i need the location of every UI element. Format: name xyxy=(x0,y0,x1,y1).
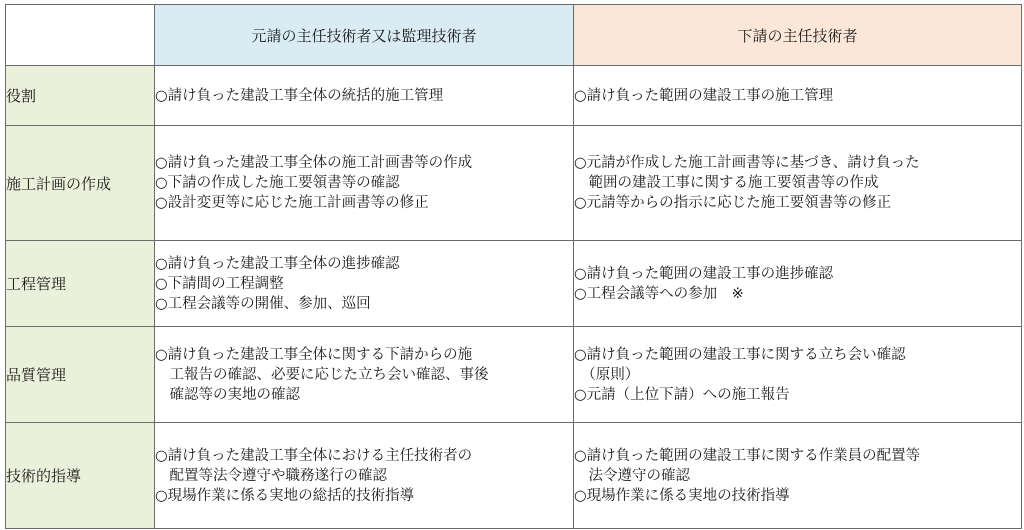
table-row xyxy=(6,241,1022,327)
row-label: 施工計画の作成 xyxy=(6,126,155,241)
corner-cell xyxy=(6,5,155,66)
row-label: 技術的指導 xyxy=(6,423,155,529)
table-row xyxy=(6,327,1022,423)
table-row xyxy=(6,66,1022,126)
table-row xyxy=(6,126,1022,241)
header-row xyxy=(6,5,1022,66)
sub-duty-cell: ○請け負った範囲の建設工事の施工管理 xyxy=(574,66,1022,126)
header-subcontractor-engineer: 下請の主任技術者 xyxy=(574,5,1022,66)
sub-duty-cell: ○請け負った範囲の建設工事に関する立ち会い確認 （原則） ○元請（上位下請）への施工報告 xyxy=(574,327,1022,423)
role-comparison-table xyxy=(5,4,1022,529)
sub-duty-cell: ○請け負った範囲の建設工事の進捗確認 ○工程会議等への参加 ※ xyxy=(574,241,1022,327)
prime-duty-cell: ○請け負った建設工事全体の統括的施工管理 xyxy=(155,66,574,126)
row-label: 工程管理 xyxy=(6,241,155,327)
prime-duty-cell: ○請け負った建設工事全体の施工計画書等の作成 ○下請の作成した施工要領書等の確認 ○設計変更等に応じた施工計画書等の修正 xyxy=(155,126,574,241)
sub-duty-cell: ○請け負った範囲の建設工事に関する作業員の配置等 法令遵守の確認 ○現場作業に係る実地の技術指導 xyxy=(574,423,1022,529)
row-label: 品質管理 xyxy=(6,327,155,423)
row-label: 役割 xyxy=(6,66,155,126)
prime-duty-cell: ○請け負った建設工事全体における主任技術者の 配置等法令遵守や職務遂行の確認 ○現場作業に係る実地の総括的技術指導 xyxy=(155,423,574,529)
sub-duty-cell: ○元請が作成した施工計画書等に基づき、請け負った 範囲の建設工事に関する施工要領書等の作成 ○元請等からの指示に応じた施工要領書等の修正 xyxy=(574,126,1022,241)
header-prime-contractor-engineer: 元請の主任技術者又は監理技術者 xyxy=(155,5,574,66)
prime-duty-cell: ○請け負った建設工事全体の進捗確認 ○下請間の工程調整 ○工程会議等の開催、参加、巡回 xyxy=(155,241,574,327)
table-row xyxy=(6,423,1022,529)
prime-duty-cell: ○請け負った建設工事全体に関する下請からの施 工報告の確認、必要に応じた立ち会い確認、事後 確認等の実地の確認 xyxy=(155,327,574,423)
